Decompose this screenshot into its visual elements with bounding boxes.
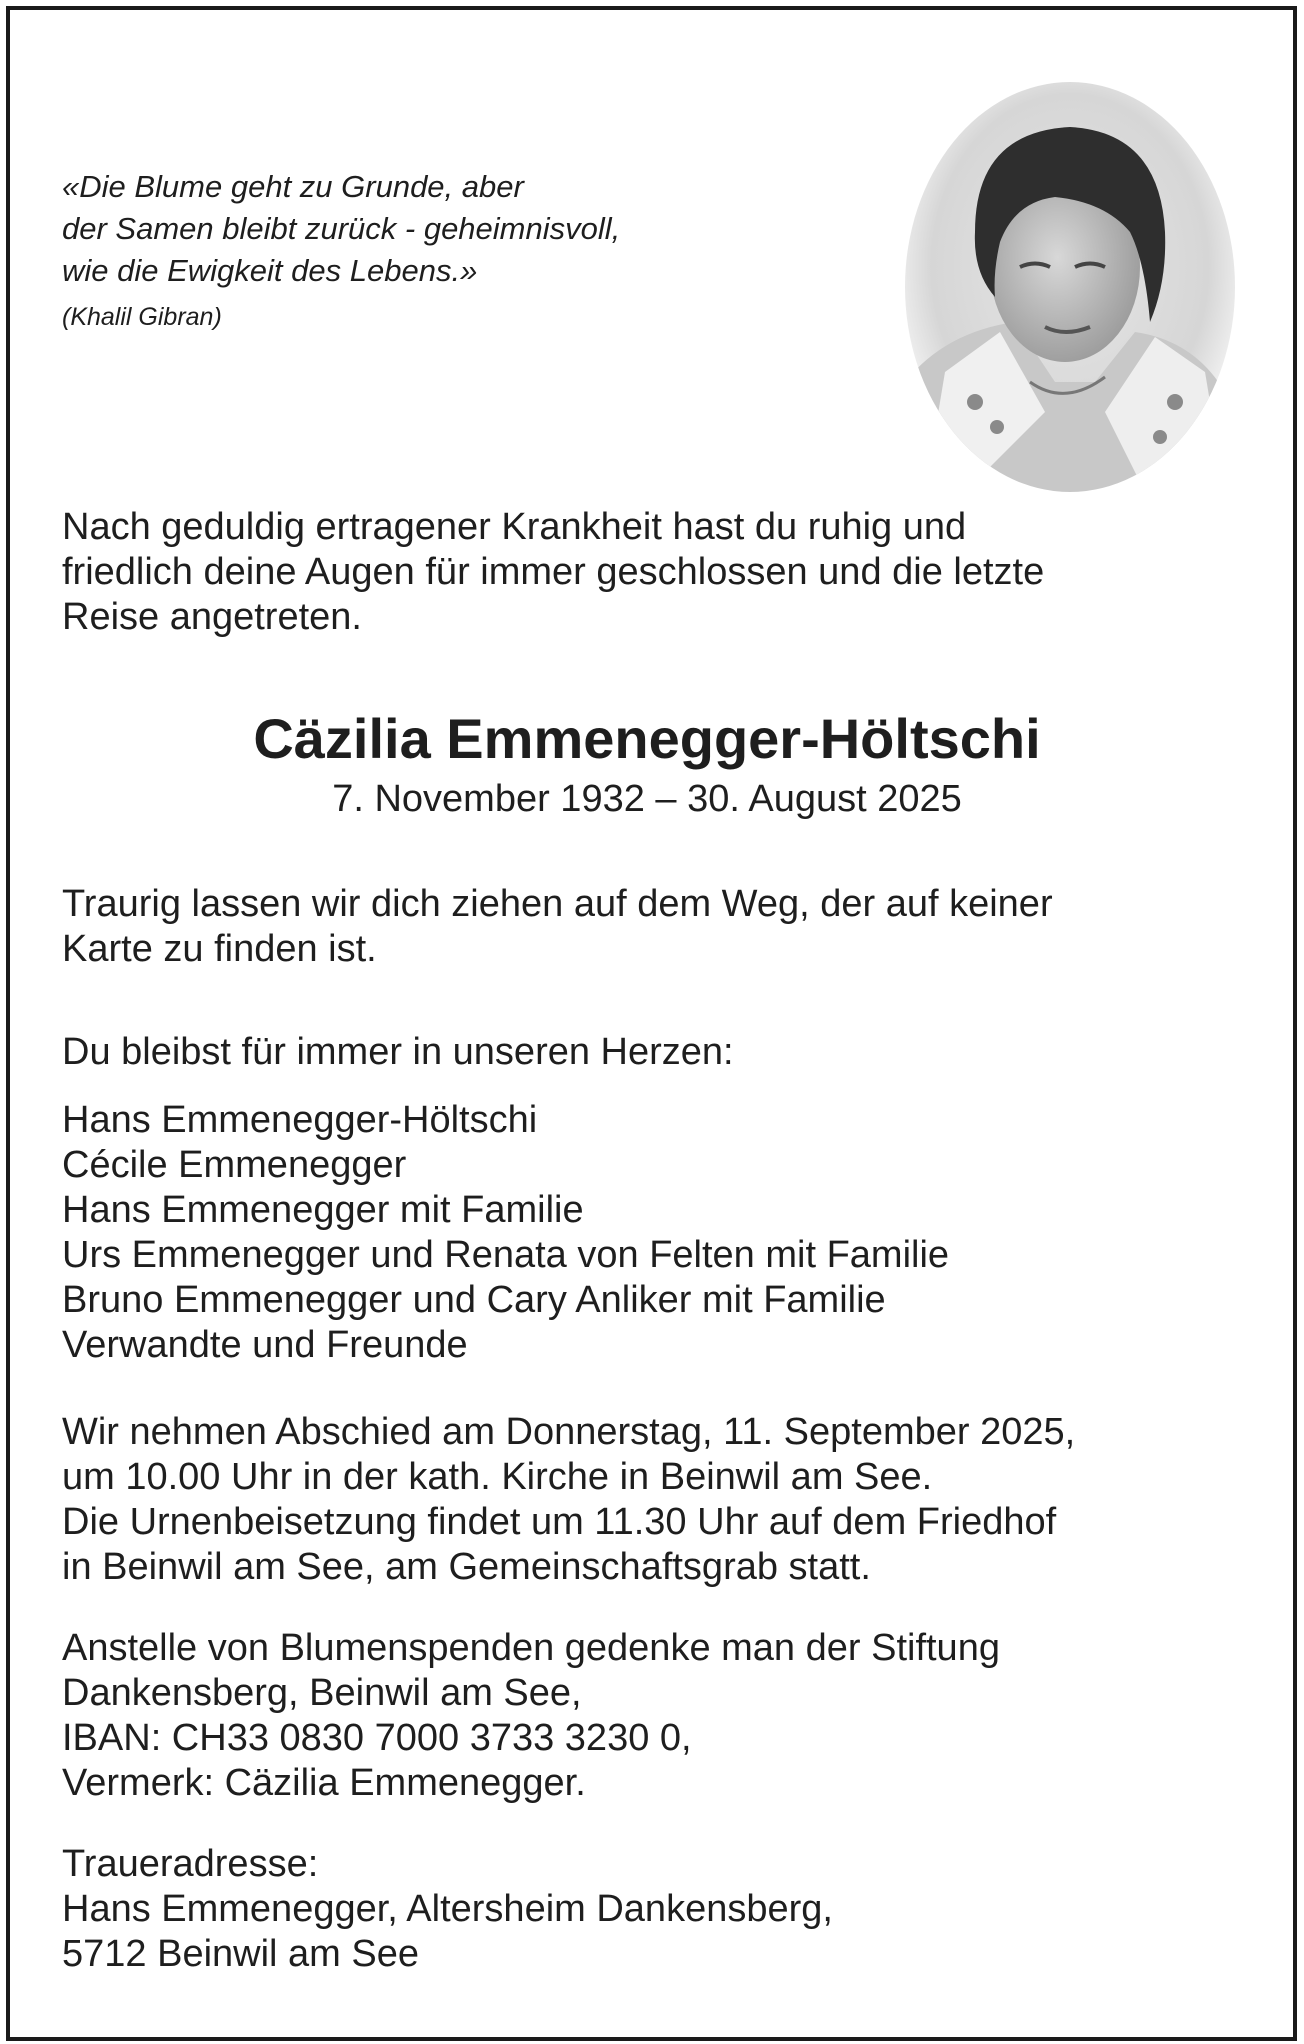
mourner-name: Verwandte und Freunde [62, 1324, 468, 1366]
mourner-name: Bruno Emmenegger und Cary Anliker mit Familie [62, 1279, 886, 1321]
intro-paragraph [62, 505, 1044, 640]
mourners-heading: Du bleibst für immer in unseren Herzen: [62, 1031, 734, 1073]
quote-block [62, 166, 620, 334]
address-line: Traueradresse: [62, 1843, 319, 1885]
farewell-line: Karte zu finden ist. [62, 928, 377, 970]
portrait-photo [905, 82, 1235, 492]
ceremony-line: um 10.00 Uhr in der kath. Kirche in Beinwil am See. [62, 1456, 933, 1498]
donation-line: IBAN: CH33 0830 7000 3733 3230 0, [62, 1717, 692, 1759]
mourner-name: Urs Emmenegger und Renata von Felten mit Familie [62, 1234, 950, 1276]
ceremony-line: in Beinwil am See, am Gemeinschaftsgrab statt. [62, 1546, 871, 1588]
quote-author: (Khalil Gibran) [62, 303, 222, 331]
intro-line: Reise angetreten. [62, 596, 362, 638]
mourner-name: Cécile Emmenegger [62, 1144, 407, 1186]
intro-line: friedlich deine Augen für immer geschlossen und die letzte [62, 551, 1045, 593]
farewell-line: Traurig lassen wir dich ziehen auf dem Weg, der auf keiner [62, 883, 1053, 925]
mourner-name: Hans Emmenegger-Höltschi [62, 1099, 538, 1141]
deceased-name: Cäzilia Emmenegger-Höltschi [253, 707, 1041, 770]
address-line: Hans Emmenegger, Altersheim Dankensberg, [62, 1888, 833, 1930]
quote-line: «Die Blume geht zu Grunde, aber [62, 169, 524, 204]
donation-line: Anstelle von Blumenspenden gedenke man der Stiftung [62, 1627, 1000, 1669]
donation-line: Vermerk: Cäzilia Emmenegger. [62, 1762, 586, 1804]
intro-line: Nach geduldig ertragener Krankheit hast du ruhig und [62, 506, 967, 548]
mourner-name: Hans Emmenegger mit Familie [62, 1189, 584, 1231]
ceremony-paragraph [62, 1410, 1075, 1590]
ceremony-line: Wir nehmen Abschied am Donnerstag, 11. September 2025, [62, 1411, 1076, 1453]
ceremony-line: Die Urnenbeisetzung findet um 11.30 Uhr auf dem Friedhof [62, 1501, 1057, 1543]
quote-line: der Samen bleibt zurück - geheimnisvoll, [62, 211, 621, 246]
quote-line: wie die Ewigkeit des Lebens.» [62, 253, 478, 288]
mourners-list [62, 1098, 949, 1368]
mourning-address [62, 1842, 833, 1977]
donation-paragraph [62, 1626, 1000, 1806]
life-dates: 7. November 1932 – 30. August 2025 [332, 778, 962, 820]
address-line: 5712 Beinwil am See [62, 1933, 419, 1975]
donation-line: Dankensberg, Beinwil am See, [62, 1672, 582, 1714]
farewell-paragraph [62, 882, 1053, 972]
